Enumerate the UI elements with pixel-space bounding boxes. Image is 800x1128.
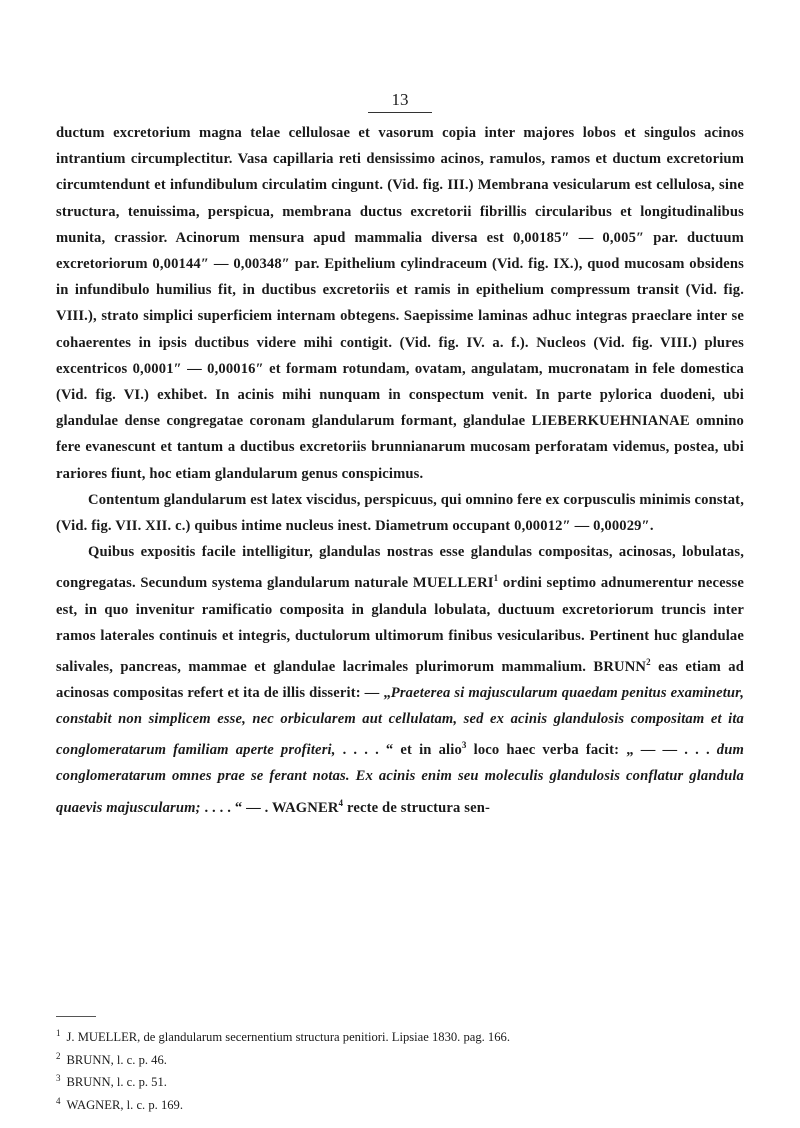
paragraph-2: Contentum glandularum est latex viscidus, perspicuus, qui omnino fere ex corpusculis minimis constat, (Vid. fig. VII. XII. c.) quibus intime nucleus inest. Diametrum occupant 0,00012″ — 0,00029″.	[56, 491, 744, 535]
page-number: 13	[391, 90, 409, 109]
header-rule	[368, 112, 432, 113]
footnote-1	[56, 1024, 756, 1047]
footnote-mark: 3	[56, 1073, 61, 1084]
footnotes	[56, 1024, 756, 1115]
footnote-mark: 4	[56, 1096, 61, 1107]
p3-text-g: recte de structura sen-	[343, 799, 490, 816]
p3-text-b: ordini septimo adnumerentur necesse est, in quo invenitur ramificatio composita in glandula lobulata, ductuum excretoriorum truncis inter ramos laterales continuis et integris, ductulorum ultimorum finibus vesicularibus. Pertinent huc glandulae salivales, pancreas, mammae et glandulae lacrimales plurimorum mammalium. BRUNN	[56, 575, 744, 675]
paragraph-3	[56, 539, 744, 820]
footnote-text: BRUNN, l. c. p. 51.	[66, 1075, 167, 1090]
footnote-mark: 2	[56, 1050, 61, 1061]
footnote-2	[56, 1047, 756, 1070]
footnote-mark: 1	[56, 1028, 61, 1038]
p3-text-a: Quibus expositis facile intelligitur, glandulas nostras esse glandulas compositas, acinosas, lobulatas, congregatas. Secundum systema glandularum naturale MUELLERI	[56, 544, 744, 592]
quotation-brunn-2: dum conglomeratarum omnes prae se ferant notas. Ex acinis enim seu moleculis glandulosis conflatur glandula quaevis majuscularum;	[56, 742, 744, 816]
footnote-ref-3: 3	[461, 740, 467, 751]
footnote-ref-4: 4	[338, 797, 344, 808]
footnote-text: BRUNN, l. c. p. 46.	[66, 1052, 167, 1067]
footnote-4	[56, 1092, 756, 1115]
p3-text-c: eas etiam ad acinosas compositas refert et ita de illis disserit: — „	[56, 658, 745, 701]
p3-text-f: . . . . “ — . WAGNER	[200, 799, 339, 816]
main-text	[56, 120, 744, 821]
paragraph-1: ductum excretorium magna telae cellulosae et vasorum copia inter majores lobos et singulos acinos intrantium circumplectitur. Vasa capillaria reti densissimo acinos, ramulos, ramos et ductum excretorium circumtendunt et infundibulum circulatim cingunt. (Vid. fig. III.) Membrana vesicularum est cellulosa, sine structura, tenuissima, perspicua, membrana ductus excretorii fibrillis circularibus et longitudinalibus munita, crassior. Acinorum mensura apud mammalia diversa est 0,00185″ — 0,005″ par. ductuum excretoriorum 0,00144″ — 0,00348″ par. Epithelium cylindraceum (Vid. fig. IX.), quod mucosam obsidens in infundibulo humilius fit, in ductibus excretoriis et ramis in epithelium compressum transit (Vid. fig. VIII.), strato simplici superficiem internam obtegens. Saepissime laminas adhuc integras praeclare inter se cohaerentes in ipsis ductibus videre mihi contigit. (Vid. fig. IV. a. f.). Nucleos (Vid. fig. VIII.) plures excentricos 0,0001″ — 0,00016″ et formam rotundam, ovatam, angulatam, mucronatam in fele domestica (Vid. fig. VI.) exhibet. In acinis mihi nunquam in conspectum venit. In parte pylorica duodeni, ubi glandulae dense congregatae coronam glandularum formant, glandulae LIEBERKUEHNIANAE omnino fere evanescunt et tantum a ductibus excretoriis brunnianarum mucosam perforatam videmus, postea, ubi rariores fiunt, hoc etiam glandularum genus conspicimus.	[56, 125, 744, 482]
footnote-text: WAGNER, l. c. p. 169.	[66, 1098, 183, 1113]
footnote-text: J. MUELLER, de glandularum secernentium structura penitiori. Lipsiae 1830. pag. 166.	[66, 1030, 510, 1045]
footnote-ref-1: 1	[493, 573, 499, 584]
footnote-3	[56, 1069, 756, 1092]
footnote-ref-2: 2	[646, 656, 651, 667]
p3-text-e: loco haec verba facit: „ — — . . .	[466, 742, 717, 759]
p3-text-d: . . . . “ et in alio	[335, 742, 462, 759]
footnote-separator	[56, 1016, 96, 1017]
quotation-brunn-1: Praeterea si majuscularum quaedam penitus examinetur, constabit non simplicem esse, nec orbicularem aut cellulatam, sed ex acinis glandulosis compositam et ita conglomeratarum familiam aperte profiteri,	[56, 684, 744, 759]
